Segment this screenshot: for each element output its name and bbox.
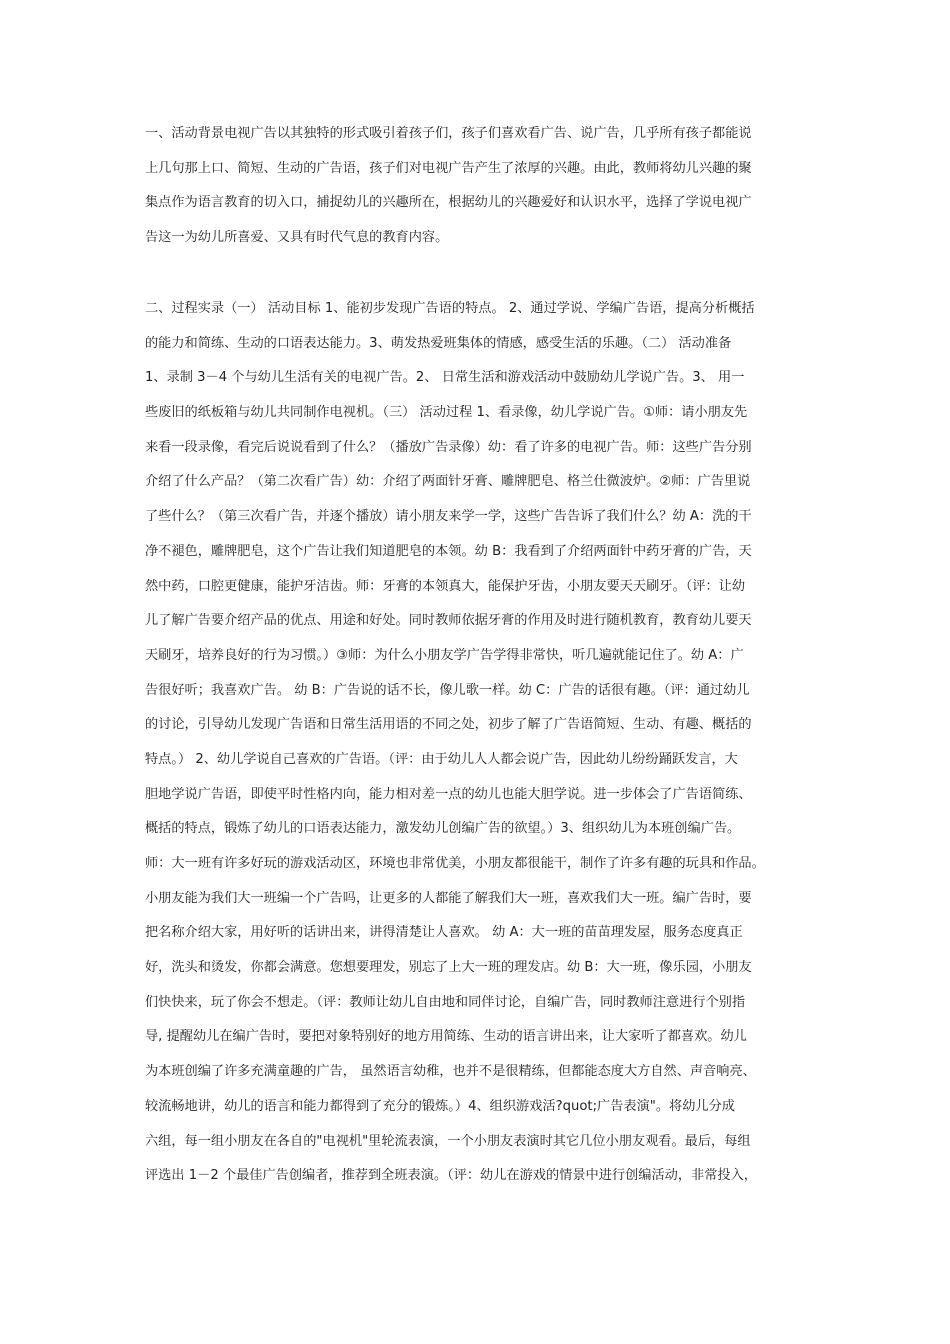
text-line: 上几句那上口、简短、生动的广告语，孩子们对电视广告产生了浓厚的兴趣。由此，教师将幼儿兴趣的聚	[145, 160, 752, 176]
text-line: 为本班创编了许多充满童趣的广告， 虽然语言幼稚，也并不是很精练，但都能态度大方自然、声音响亮、	[145, 1064, 756, 1080]
text-line: 然中药，口腔更健康，能护牙洁齿。师：牙膏的本领真大，能保护牙齿，小朋友要天天刷牙。（评：让幼	[145, 578, 746, 594]
text-line: 一、活动背景电视广告以其独特的形式吸引着孩子们，孩子们喜欢看广告、说广告，几乎所有孩子都能说	[145, 126, 752, 141]
text-line: 告这一为幼儿所喜爱、又具有时代气息的教育内容。	[145, 230, 449, 246]
text-line: 介绍了什么产品？（第二次看广告）幼：介绍了两面针牙膏、雕牌肥皂、格兰仕微波炉。②师：广告里说	[145, 474, 751, 490]
text-line: 评选出 1－2 个最佳广告创编者，推荐到全班表演。（评：幼儿在游戏的情景中进行创编活动，非常投入，	[145, 1168, 757, 1184]
text-line: 们快快来，玩了你会不想走。（评：教师让幼儿自由地和同伴讨论，自编广告，同时教师注意进行个别指	[145, 994, 746, 1010]
text-line: 来看一段录像，看完后说说看到了什么？（播放广告录像）幼：看了许多的电视广告。师：这些广告分别	[145, 439, 752, 455]
text-line: 特点。） 2、幼儿学说自己喜欢的广告语。（评：由于幼儿人人都会说广告，因此幼儿纷纷踊跃发言，大	[145, 751, 738, 767]
text-line: 导, 提醒幼儿在编广告时，要把对象特别好的地方用简练、生动的语言讲出来，让大家听了都喜欢。幼儿	[145, 1029, 747, 1045]
text-line: 小朋友能为我们大一班编一个广告吗，让更多的人都能了解我们大一班，喜欢我们大一班。编广告时，要	[145, 890, 752, 906]
text-line: 较流畅地讲，幼儿的语言和能力都得到了充分的锻炼。）4、组织游戏活?quot;广告表演"。将幼儿分成	[145, 1098, 735, 1114]
text-line: 好，洗头和烫发，你都会满意。您想要理发，别忘了上大一班的理发店。幼 B：大一班，像乐园，小朋友	[145, 960, 752, 976]
text-line: 儿了解广告要介绍产品的优点、用途和好处。同时教师依据牙膏的作用及时进行随机教育，教育幼儿要天	[145, 613, 752, 629]
text-line: 把名称介绍大家，用好听的话讲出来，讲得清楚让人喜欢。 幼 A：大一班的苗苗理发屋，服务态度真正	[145, 925, 743, 941]
text-line: 净不褪色，雕牌肥皂，这个广告让我们知道肥皂的本领。幼 B：我看到了介绍两面针中药牙膏的广告，天	[145, 543, 752, 559]
text-line: 的能力和简练、生动的口语表达能力。3、萌发热爱班集体的情感，感受生活的乐趣。（二） 活动准备	[145, 335, 732, 351]
text-line: 告很好听；我喜欢广告。 幼 B：广告说的话不长，像儿歌一样。幼 C：广告的话很有趣。（评：通过幼儿	[145, 682, 750, 698]
text-line: 了些什么？（第三次看广告，并逐个播放）请小朋友来学一学，这些广告告诉了我们什么？幼 A：洗的干	[145, 509, 752, 525]
text-line: 二、过程实录（一） 活动目标 1、能初步发现广告语的特点。 2、通过学说、学编广告语，提高分析概括	[145, 301, 755, 316]
paragraph-process-record	[145, 292, 820, 1194]
paragraph-activity-background	[145, 117, 820, 256]
text-line: 师：大一班有许多好玩的游戏活动区，环境也非常优美，小朋友都很能干，制作了许多有趣的玩具和作品。	[145, 856, 765, 871]
text-line: 的讨论，引导幼儿发现广告语和日常生活用语的不同之处，初步了解了广告语简短、生动、有趣、概括的	[145, 717, 752, 733]
text-line: 些废旧的纸板箱与幼儿共同制作电视机。（三） 活动过程 1、看录像，幼儿学说广告。①师：请小朋友先	[145, 405, 748, 421]
text-line: 胆地学说广告语，即使平时性格内向，能力相对差一点的幼儿也能大胆学说。进一步体会了广告语简练、	[145, 786, 752, 802]
text-line: 六组，每一组小朋友在各自的"电视机"里轮流表演，一个小朋友表演时其它几位小朋友观看。最后，每组	[145, 1133, 751, 1149]
text-line: 集点作为语言教育的切入口，捕捉幼儿的兴趣所在，根据幼儿的兴趣爱好和认识水平，选择了学说电视广	[145, 195, 752, 211]
text-line: 天刷牙，培养良好的行为习惯。）③师：为什么小朋友学广告学得非常快，听几遍就能记住了。幼 A：广	[145, 647, 744, 663]
text-line: 概括的特点，锻炼了幼儿的口语表达能力，激发幼儿创编广告的欲望。）3、组织幼儿为本班创编广告。	[145, 821, 741, 837]
text-line: 1、录制 3－4 个与幼儿生活有关的电视广告。2、 日常生活和游戏活动中鼓励幼儿学说广告。3、 用一	[145, 370, 745, 386]
